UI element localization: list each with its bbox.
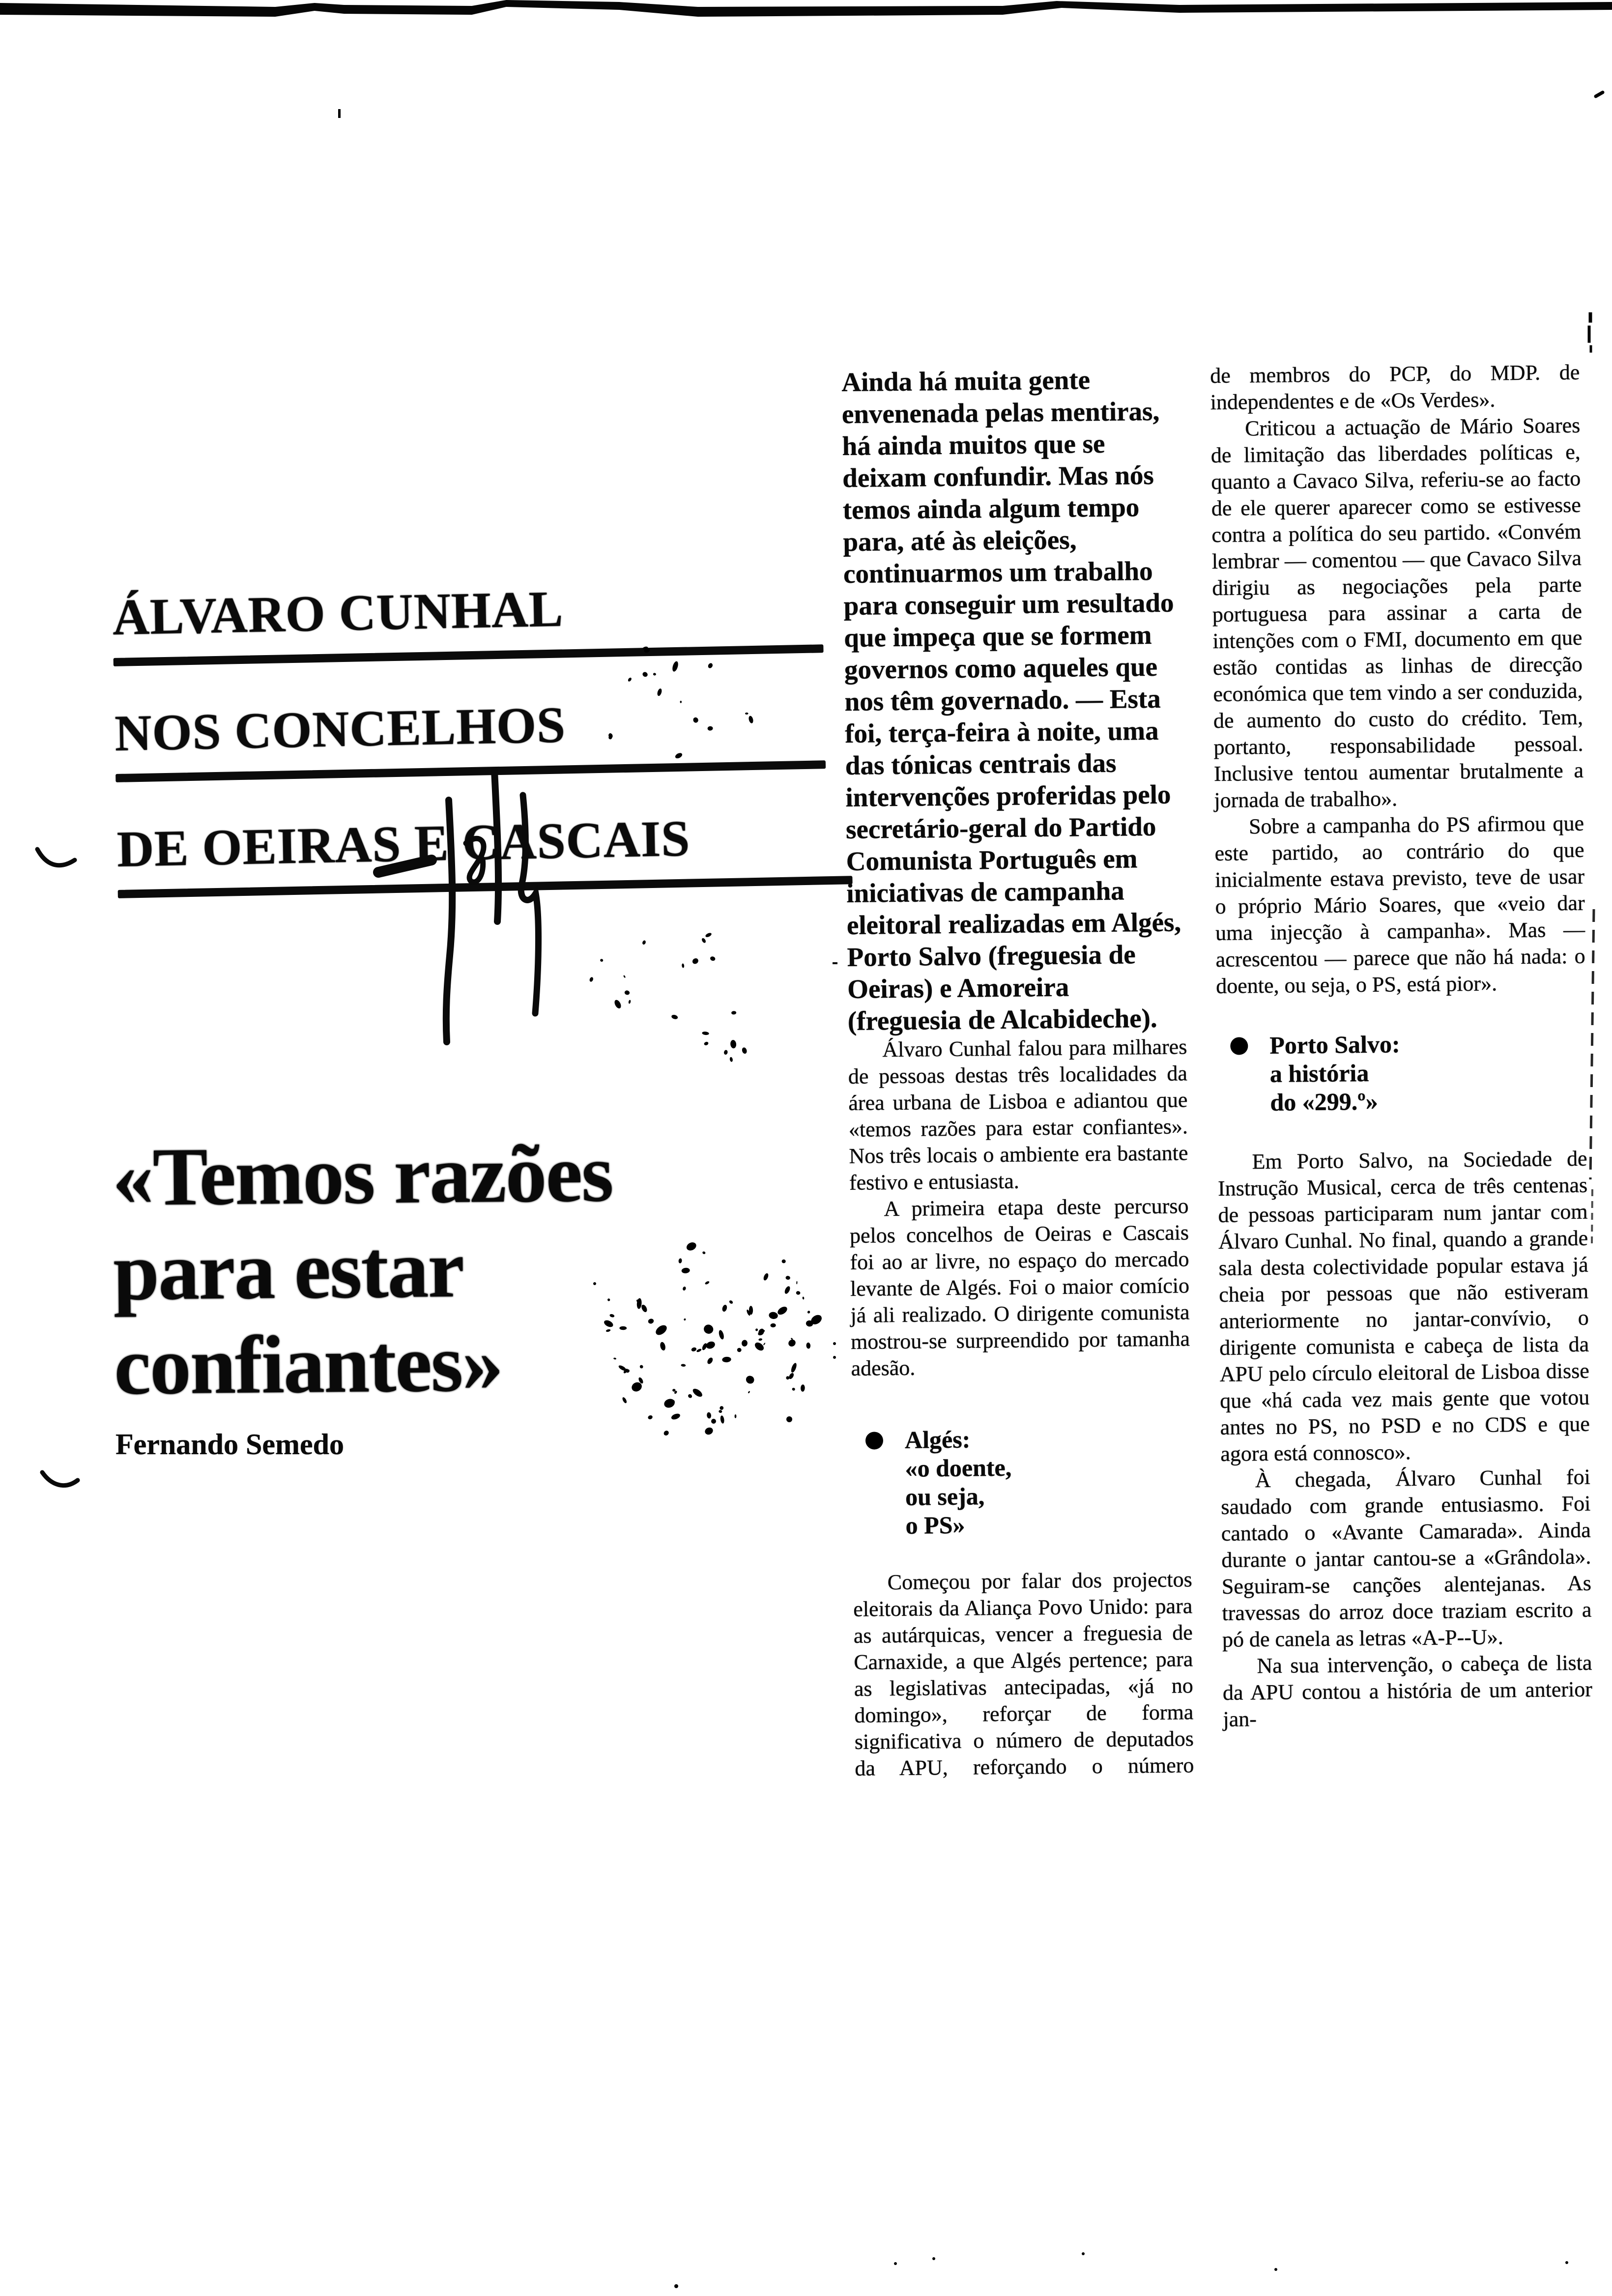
heading-line: do «299.º» <box>1270 1087 1379 1116</box>
section-heading-alges <box>852 1423 1192 1540</box>
heading-line: «o doente, <box>905 1453 1012 1482</box>
scan-edge-artifact-top <box>0 0 1612 17</box>
heading-line: ou seja, <box>905 1482 985 1511</box>
heading-line: a história <box>1269 1059 1369 1088</box>
heading-line: Porto Salvo: <box>1269 1030 1400 1059</box>
main-headline <box>112 1124 852 1413</box>
paragraph: Em Porto Salvo, na Sociedade de Instrução Musical, cerca de três centenas de pessoas participaram num jantar com Álvaro Cunhal. No final, quando a grande sala desta colectividade popular estava já cheia por pessoas que não estiveram anteriormente no jantar-convívio, o dirigente comunista e cabeça de lista da APU pelo círculo eleitoral de Lisboa disse que «há cada vez mais gente que votou antes no PS, no PSD e no CDS e que agora está connosco». <box>1217 1146 1590 1466</box>
kicker-line-1: ÁLVARO CUNHAL <box>112 580 564 646</box>
paragraph: Sobre a campanha do PS afirmou que este partido, ao contrário do que inicialmente estava previsto, teve de usar o próprio Mário Soares, que «veio dar uma injecção à campanha». Mas — acrescentou — parece que não há nada: o doente, ou seja, o PS, está pior». <box>1214 811 1585 998</box>
kicker-row <box>112 578 851 666</box>
handwritten-check-mark <box>37 849 78 1486</box>
heading-line: Algés: <box>904 1425 971 1454</box>
paragraph: Na sua intervenção, o cabeça de lista da APU contou a história de um anterior jan- <box>1222 1650 1593 1731</box>
bullet-icon <box>1230 1037 1248 1055</box>
byline: Fernando Semedo <box>115 1428 344 1461</box>
kicker-rule-3 <box>118 876 853 898</box>
paragraph: Álvaro Cunhal falou para milhares de pessoas destas três localidades da área urbana de Lisboa e adiantou que «temos razões para estar confiantes». Nos três locais o ambiente era bastante festivo e entusiasta. <box>848 1034 1188 1195</box>
section-heading-porto-salvo <box>1216 1028 1587 1117</box>
headline-line-1: «Temos razões <box>112 1127 613 1223</box>
scan-speck <box>338 109 341 118</box>
paragraph: Começou por falar dos projectos eleitorais da Aliança Povo Unido: para as autárquicas, vencer a freguesia de Carnaxide, a que Algés pertence; para as legislativas antecipadas, «já no domingo», reforçar de forma significativa o número de deputados da APU, reforçando o número <box>853 1567 1194 1780</box>
paragraph: A primeira etapa deste percurso pelos concelhos de Oeiras e Cascais foi ao ar livre, no espaço do mercado levante de Algés. Foi o maior comício já ali realizado. O dirigente comunista mostrou-se surpreendido por tamanha adesão. <box>849 1194 1190 1380</box>
lead-paragraph-bold: Ainda há muita gente envenenada pelas mentiras, há ainda muitos que se deixam confundir. Mas nós temos ainda algum tempo para, até às eleições, continuarmos um trabalho para conseguir um resultado que impeça que se formem governos como aqueles que nos têm governado. — Esta foi, terça-feira à noite, uma das tónicas centrais das intervenções proferidas pelo secretário-geral do Partido Comunista Português em iniciativas de campanha eleitoral realizadas em Algés, Porto Salvo (freguesia de Oeiras) e Amoreira (freguesia de Alcabideche). <box>841 365 1181 1036</box>
article-column-1 <box>841 363 1194 1781</box>
kicker-row <box>115 694 853 782</box>
article-column-2 <box>1210 359 1593 1733</box>
scan-edge-artifact-right <box>1588 313 1594 1243</box>
kicker-line-2: NOS CONCELHOS <box>114 696 566 762</box>
kicker-row <box>116 810 855 898</box>
paragraph: de membros do PCP, do MDP. de independentes e de «Os Verdes». <box>1210 360 1580 414</box>
scan-speck <box>1596 92 1603 96</box>
kicker-headline-block <box>112 578 856 940</box>
headline-line-2: para estar <box>113 1223 464 1318</box>
paragraph: À chegada, Álvaro Cunhal foi saudado com grande entusiasmo. Foi cantado o «Avante Camarada». Ainda durante o jantar cantou-se a «Grândola». Seguiram-se canções alentejanas. As travessas do arroz doce traziam escrito a pó de canela as letras «A-P--U». <box>1221 1464 1592 1652</box>
kicker-rule-2 <box>115 760 826 782</box>
headline-line-3: confiantes» <box>114 1317 503 1412</box>
heading-line: o PS» <box>905 1511 965 1539</box>
kicker-line-3: DE OEIRAS E CASCAIS <box>116 810 691 878</box>
kicker-rule-1 <box>114 644 824 666</box>
paragraph: Criticou a actuação de Mário Soares de limitação das liberdades políticas e, quanto a Cavaco Silva, referiu-se ao facto de ele querer aparecer como se estivesse contra a política do seu partido. «Convém lembrar — comentou — que Cavaco Silva dirigiu as negociações pela parte portuguesa para assinar a carta de intenções com o FMI, documento em que estão contidas as linhas de direcção económica que tem vindo a ser conduzida, de aumento do custo do crédito. Tem, portanto, responsabilidade pessoal. Inclusive tentou aumentar brutalmente a jornada de trabalho». <box>1210 413 1584 812</box>
bullet-icon <box>865 1432 883 1449</box>
